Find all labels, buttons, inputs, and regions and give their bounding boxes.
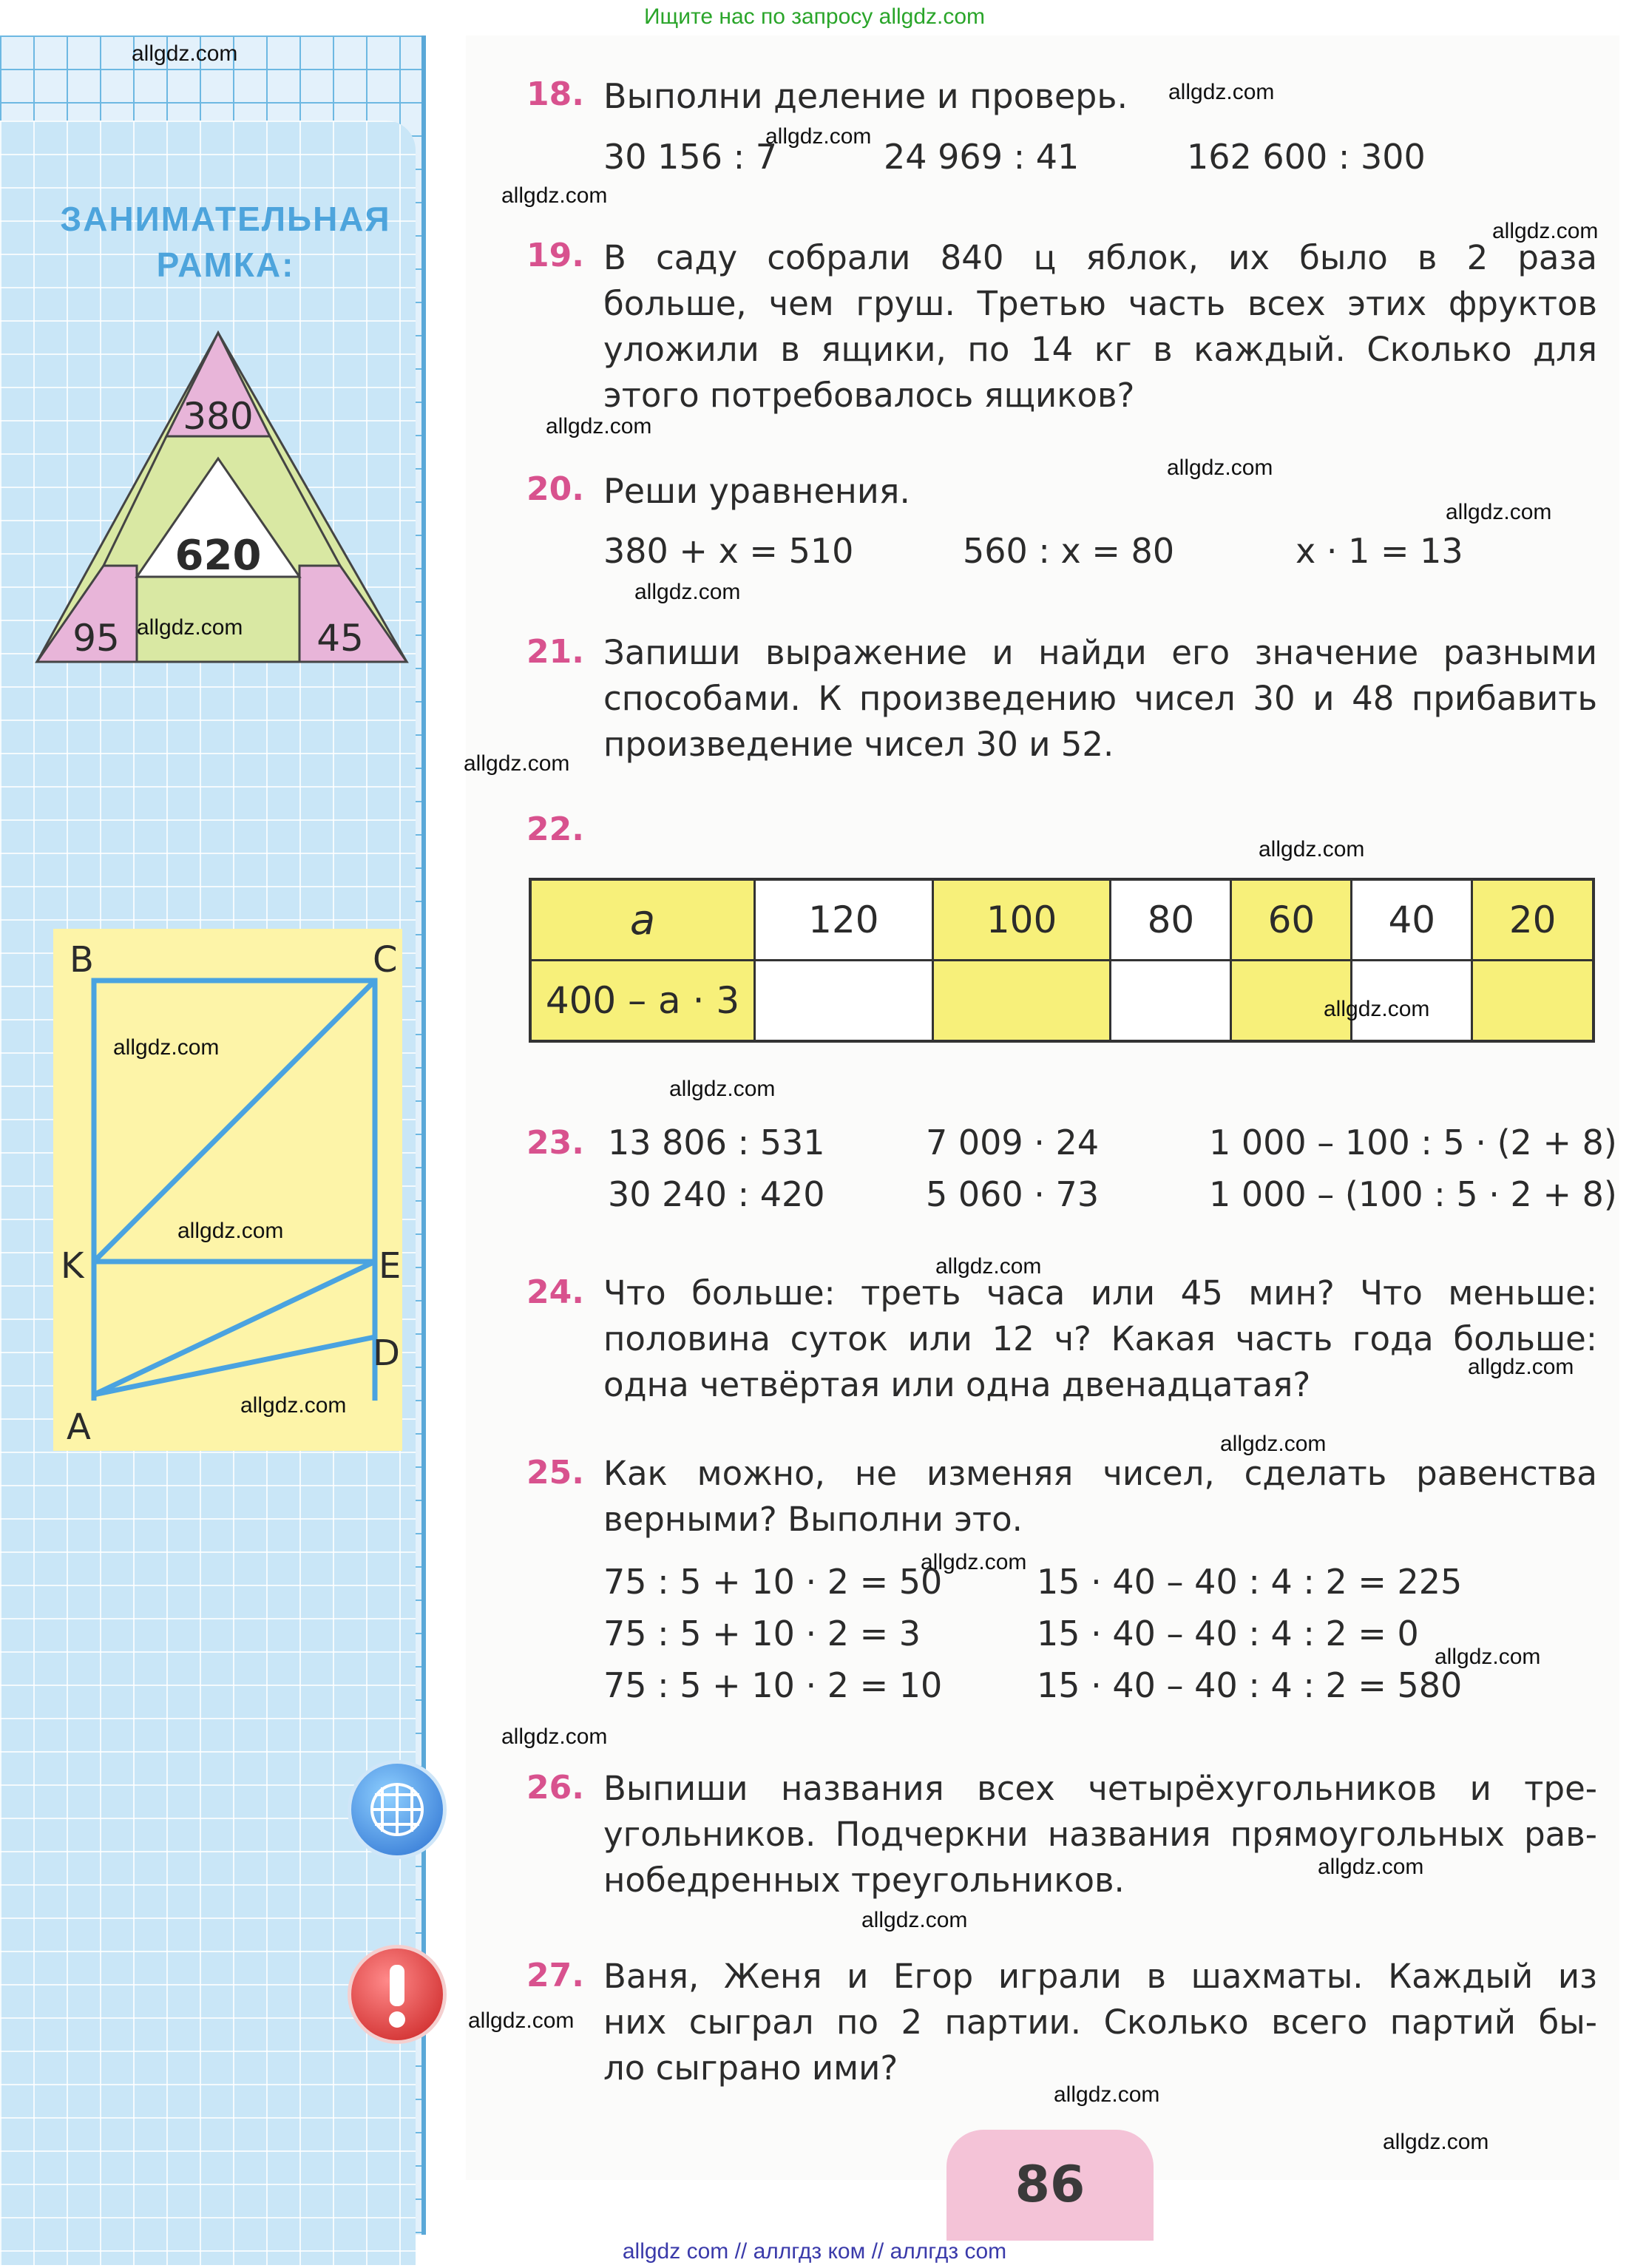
frame-title xyxy=(44,196,407,288)
task-19-line-3: уложили в ящики, по 14 кг в каждый. Сколько для xyxy=(603,330,1597,369)
task-26-line-2: угольников. Подчеркни названия прямоугольных рав- xyxy=(603,1815,1597,1854)
exclamation-icon xyxy=(348,1945,447,2044)
task-18-expr-1: 30 156 : 7 xyxy=(603,137,777,177)
label-A: A xyxy=(67,1407,91,1448)
task-23-expr: 30 240 : 420 xyxy=(608,1174,825,1214)
triangle-right-value: 45 xyxy=(316,617,364,660)
watermark: allgdz.com xyxy=(177,1219,284,1243)
task-24-line-3: одна четвёртая или одна двенадцатая? xyxy=(603,1365,1311,1404)
frame-title-line2: РАМКА: xyxy=(156,246,295,284)
task-25-number: 25. xyxy=(526,1454,584,1492)
task-20-expr-1: 380 + x = 510 xyxy=(603,531,854,571)
watermark: allgdz.com xyxy=(468,2008,575,2033)
task-18-text: Выполни деление и проверь. xyxy=(603,76,1128,116)
task-24-line-1: Что больше: треть часа или 45 мин? Что меньше: xyxy=(603,1273,1597,1313)
task-22-number: 22. xyxy=(526,810,584,848)
table-value: 20 xyxy=(1472,879,1594,961)
task-18-number: 18. xyxy=(526,75,584,113)
task-21-line-1: Запиши выражение и найди его значение разными xyxy=(603,633,1597,672)
task-20-text: Реши уравнения. xyxy=(603,471,911,511)
label-D: D xyxy=(373,1333,400,1374)
task-21-line-3: произведение чисел 30 и 52. xyxy=(603,725,1114,764)
watermark: allgdz.com xyxy=(464,751,570,776)
page-number: 86 xyxy=(946,2130,1154,2241)
watermark: allgdz.com xyxy=(1446,500,1552,524)
task-18-expr-3: 162 600 : 300 xyxy=(1187,137,1426,177)
table-answer-cell[interactable] xyxy=(1111,961,1231,1042)
task-21-line-2: способами. К произведению чисел 30 и 48 прибавить xyxy=(603,679,1597,718)
triangle-left-value: 95 xyxy=(72,617,120,660)
watermark: allgdz.com xyxy=(1324,997,1430,1021)
table-row xyxy=(530,961,1594,1042)
table-answer-cell[interactable] xyxy=(932,961,1111,1042)
watermark: allgdz.com xyxy=(669,1077,776,1101)
watermark: allgdz.com xyxy=(861,1908,968,1932)
watermark: allgdz.com xyxy=(137,615,243,640)
table-value: 60 xyxy=(1231,879,1352,961)
table-answer-cell[interactable] xyxy=(755,961,933,1042)
task-19-number: 19. xyxy=(526,237,584,274)
task-21-number: 21. xyxy=(526,633,584,671)
label-B: B xyxy=(70,939,94,981)
task-23-number: 23. xyxy=(526,1124,584,1162)
watermark: allgdz.com xyxy=(501,183,608,208)
task-24-number: 24. xyxy=(526,1273,584,1311)
watermark: allgdz.com xyxy=(1168,80,1275,104)
watermark: allgdz.com xyxy=(1220,1432,1327,1456)
footer-link[interactable]: allgdz com // аллгдз ком // аллгдз com xyxy=(622,2239,1007,2264)
task-23-expr: 5 060 · 73 xyxy=(926,1174,1100,1214)
triangle-center-value: 620 xyxy=(175,532,262,580)
task-20-expr-3: x · 1 = 13 xyxy=(1296,531,1463,571)
task-19-line-2: больше, чем груш. Третью часть всех этих фруктов xyxy=(603,284,1597,323)
task-25-left-expr: 75 : 5 + 10 · 2 = 10 xyxy=(603,1665,943,1705)
task-25-line-2: верными? Выполни это. xyxy=(603,1500,1023,1539)
watermark: allgdz.com xyxy=(634,580,741,604)
watermark: allgdz.com xyxy=(935,1254,1042,1279)
task-25-right-expr: 15 · 40 – 40 : 4 : 2 = 225 xyxy=(1037,1562,1463,1602)
watermark: allgdz.com xyxy=(765,124,872,149)
task-18-expr-2: 24 969 : 41 xyxy=(884,137,1080,177)
task-26-line-1: Выпиши названия всех четырёхугольников и тре- xyxy=(603,1769,1597,1808)
task-23-expr: 13 806 : 531 xyxy=(608,1123,825,1162)
table-header-a: a xyxy=(530,879,755,961)
header-link[interactable]: Ищите нас по запросу allgdz.com xyxy=(643,4,986,29)
task-27-line-3: ло сыграно ими? xyxy=(603,2048,898,2088)
segment-AE xyxy=(94,1262,375,1395)
grid-icon xyxy=(348,1760,447,1859)
watermark: allgdz.com xyxy=(1318,1855,1424,1879)
watermark: allgdz.com xyxy=(501,1724,608,1749)
triangle-top-value: 380 xyxy=(183,395,254,438)
task-20-expr-2: 560 : x = 80 xyxy=(963,531,1175,571)
task-25-line-1: Как можно, не изменяя чисел, сделать равенства xyxy=(603,1454,1597,1493)
task-25-left-expr: 75 : 5 + 10 · 2 = 3 xyxy=(603,1614,921,1653)
watermark: allgdz.com xyxy=(1468,1355,1574,1379)
watermark: allgdz.com xyxy=(1167,456,1273,480)
task-24-line-2: половина суток или 12 ч? Какая часть года больше: xyxy=(603,1319,1597,1358)
task-25-right-expr: 15 · 40 – 40 : 4 : 2 = 580 xyxy=(1037,1665,1463,1705)
watermark: allgdz.com xyxy=(132,41,238,66)
table-row-label: 400 – a · 3 xyxy=(530,961,755,1042)
watermark: allgdz.com xyxy=(1492,219,1599,243)
table-value: 80 xyxy=(1111,879,1231,961)
triangle-puzzle xyxy=(30,325,414,666)
table-value: 100 xyxy=(932,879,1111,961)
task-20-number: 20. xyxy=(526,470,584,508)
table-answer-cell[interactable] xyxy=(1472,961,1594,1042)
watermark: allgdz.com xyxy=(1383,2130,1489,2154)
task-26-number: 26. xyxy=(526,1769,584,1807)
task-23-expr: 1 000 – (100 : 5 · 2 + 8) xyxy=(1209,1174,1617,1214)
task-25-left-expr: 75 : 5 + 10 · 2 = 50 xyxy=(603,1562,943,1602)
frame-title-line1: ЗАНИМАТЕЛЬНАЯ xyxy=(60,200,391,238)
task-25-right-expr: 15 · 40 – 40 : 4 : 2 = 0 xyxy=(1037,1614,1419,1653)
task-27-line-2: них сыграл по 2 партии. Сколько всего партий бы- xyxy=(603,2003,1597,2042)
watermark: allgdz.com xyxy=(113,1035,220,1060)
watermark: allgdz.com xyxy=(1054,2082,1160,2107)
task-27-line-1: Ваня, Женя и Егор играли в шахматы. Каждый из xyxy=(603,1957,1597,1996)
label-K: K xyxy=(61,1245,84,1287)
label-C: C xyxy=(373,939,398,981)
label-E: E xyxy=(379,1245,402,1287)
task-23-expr: 1 000 – 100 : 5 · (2 + 8) xyxy=(1209,1123,1617,1162)
task-26-line-3: нобедренных треугольников. xyxy=(603,1861,1125,1900)
task-19-line-4: этого потребовалось ящиков? xyxy=(603,376,1135,415)
segment-AD xyxy=(94,1337,375,1395)
watermark: allgdz.com xyxy=(546,414,652,439)
watermark: allgdz.com xyxy=(1435,1645,1541,1669)
geometry-figure xyxy=(53,929,402,1451)
watermark: allgdz.com xyxy=(1259,837,1365,861)
table-value: 40 xyxy=(1352,879,1472,961)
task-23-expr: 7 009 · 24 xyxy=(926,1123,1100,1162)
watermark: allgdz.com xyxy=(921,1550,1027,1574)
table-value: 120 xyxy=(755,879,933,961)
task-19-line-1: В саду собрали 840 ц яблок, их было в 2 раза xyxy=(603,238,1597,277)
watermark: allgdz.com xyxy=(240,1393,347,1418)
task-27-number: 27. xyxy=(526,1957,584,1994)
table-row xyxy=(530,879,1594,961)
task-22-table xyxy=(529,878,1595,1043)
